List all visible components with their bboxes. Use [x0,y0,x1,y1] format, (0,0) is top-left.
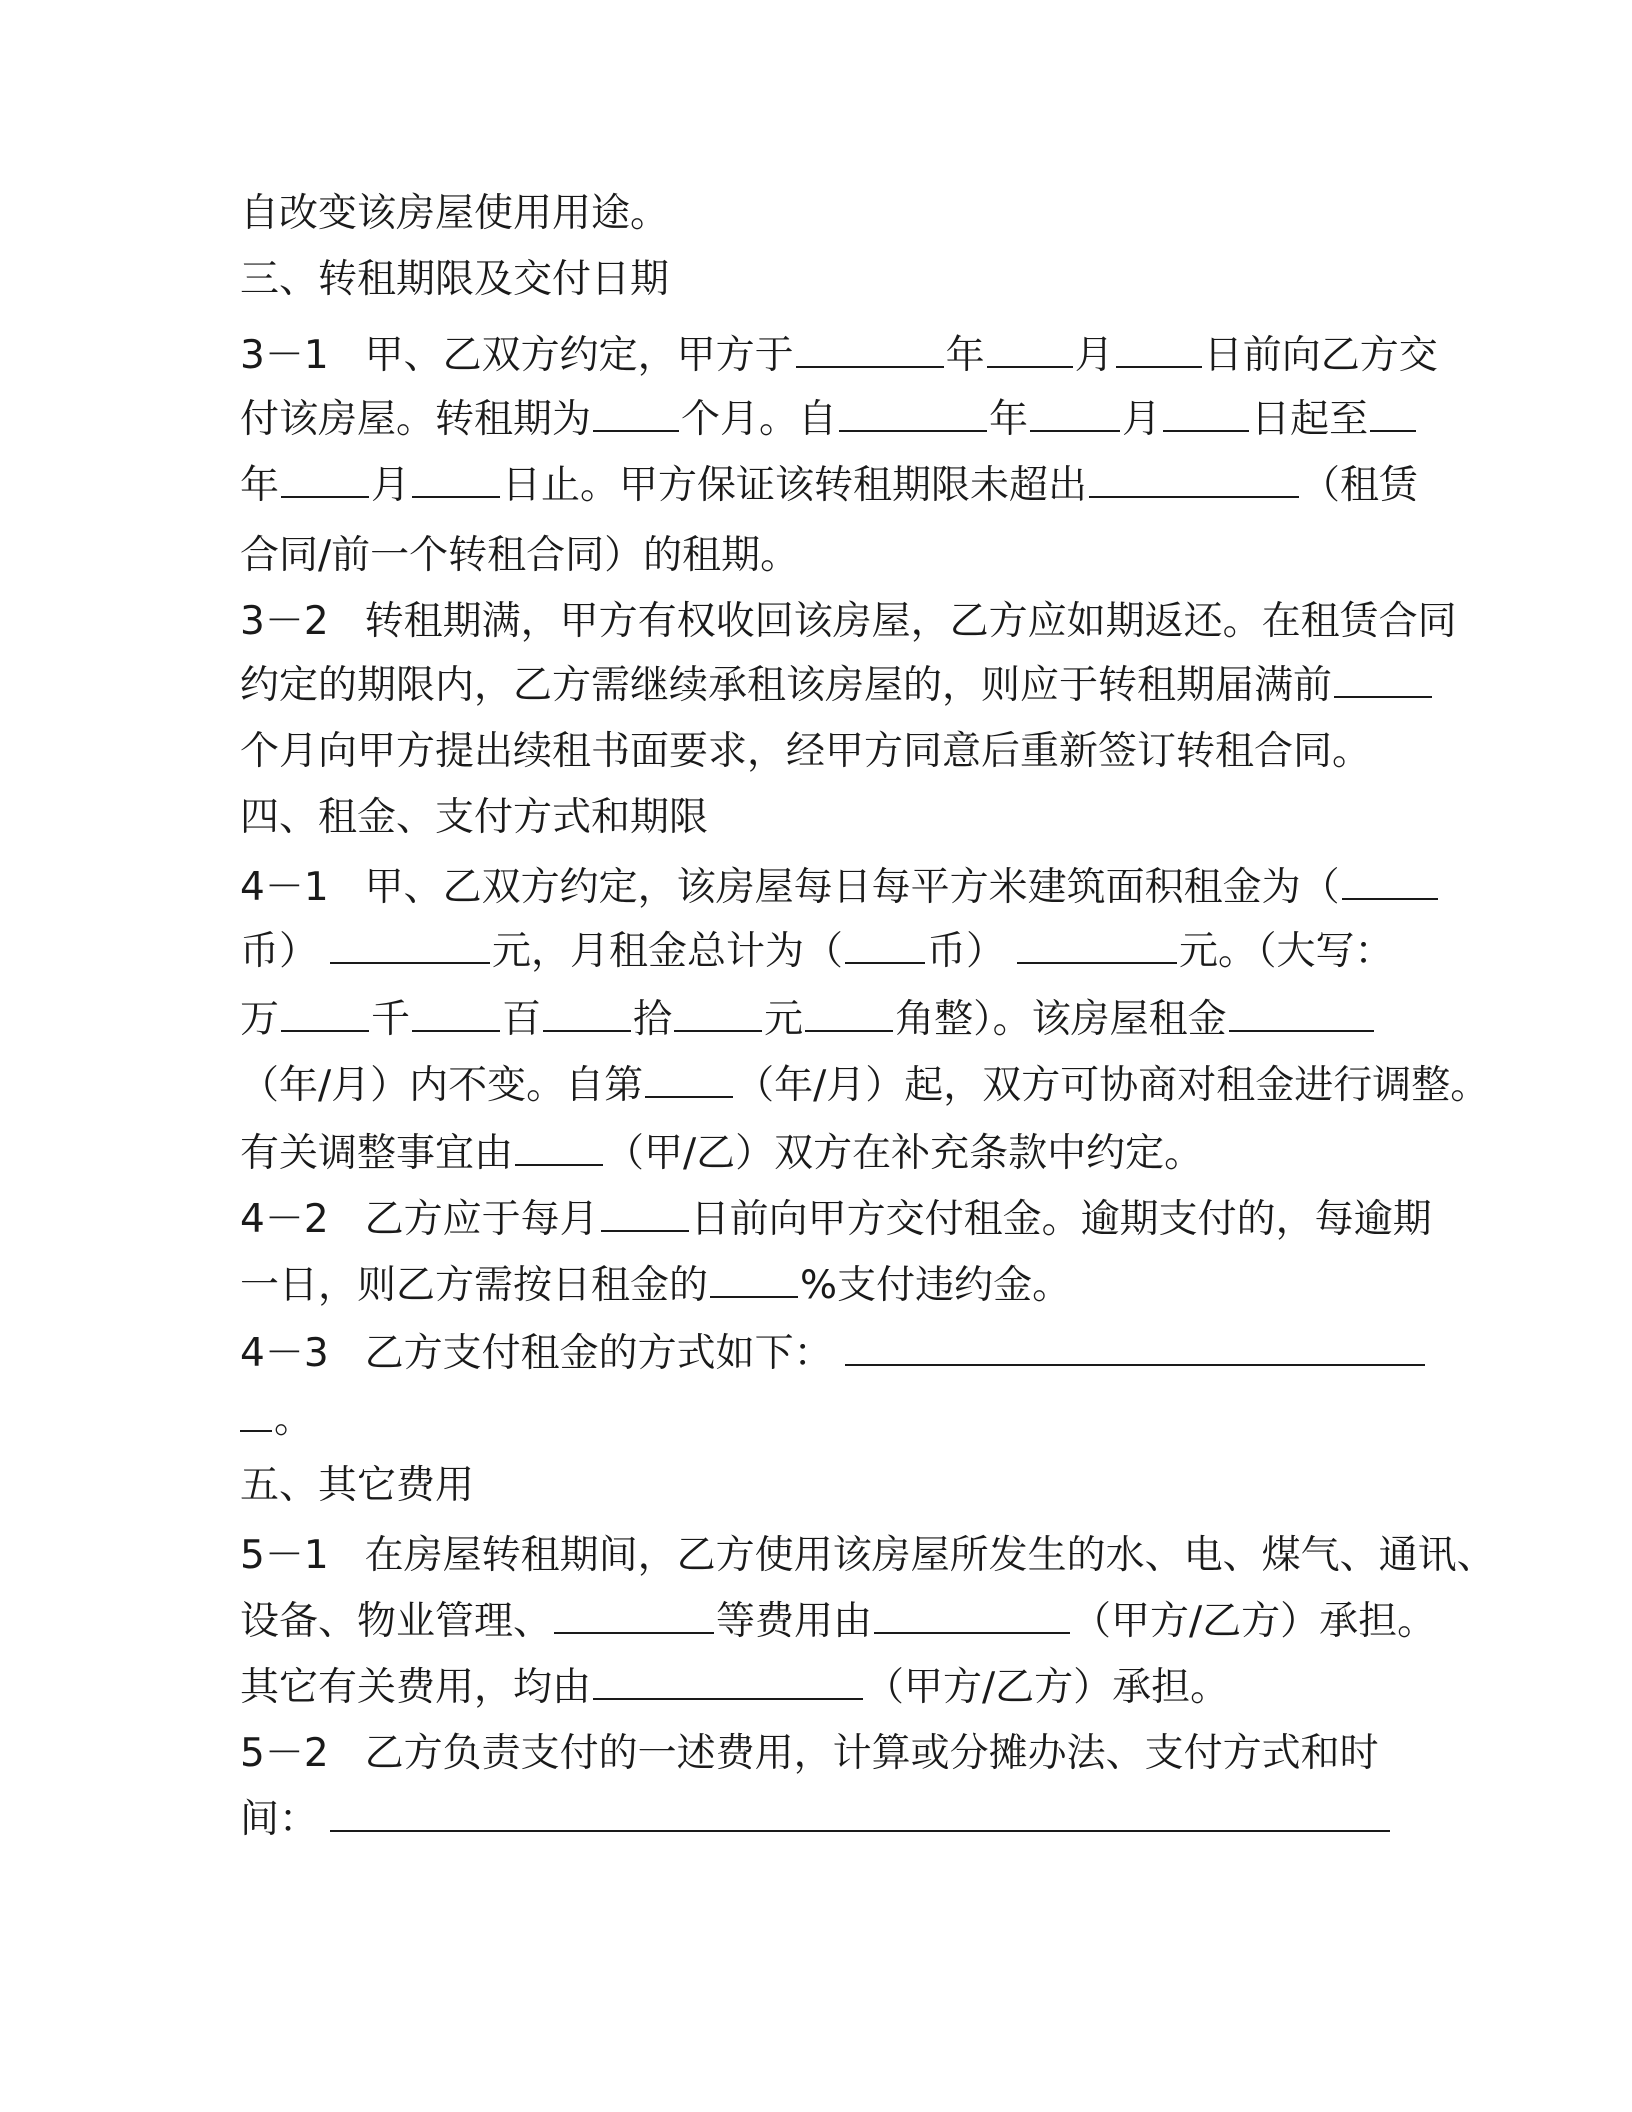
blank-line[interactable] [796,332,944,368]
blank-line[interactable] [543,996,631,1032]
text-segment: 月 [1074,333,1114,378]
text-segment: 千 [371,997,411,1042]
section-heading [240,254,1390,306]
clause-4-1 [240,862,1390,914]
clause-5-2 [240,1728,1390,1780]
clause-number: 4－1 [240,865,329,910]
text-segment: 百 [502,997,542,1042]
section-heading [240,1460,1390,1512]
clause-number: 3－2 [240,599,329,644]
clause-number: 4－3 [240,1331,329,1376]
text-segment: 元。（大写： [1179,929,1394,974]
blank-line[interactable] [554,1598,714,1634]
blank-line[interactable] [330,1796,1390,1832]
blank-line[interactable] [1229,996,1374,1032]
text-segment: 个月。自 [681,397,838,442]
clause-5-1 [240,1530,1496,1582]
text-segment: 日前向乙方交 [1203,333,1438,378]
text-segment: 角整）。该房屋租金 [895,997,1227,1042]
blank-line[interactable] [240,1396,272,1432]
blank-line[interactable] [412,462,500,498]
text-segment: 币） [240,929,319,974]
text-segment: （甲方/乙方）承担。 [865,1665,1230,1710]
text-segment: 日止。甲方保证该转租期限未超出 [502,463,1088,508]
text-segment: 乙方应于每月 [364,1197,599,1242]
blank-line[interactable] [674,996,762,1032]
blank-line[interactable] [1030,396,1120,432]
text-line [240,994,1390,1046]
text-segment: 合同/前一个转租合同）的租期。 [240,533,800,578]
text-line [240,1260,1390,1312]
text-segment: 一日，则乙方需按日租金的 [240,1263,709,1308]
text-segment: （甲方/乙方）承担。 [1072,1599,1437,1644]
text-segment: 万 [240,997,280,1042]
text-segment: 年 [945,333,985,378]
text-segment: 间： [240,1797,319,1842]
blank-line[interactable] [805,996,893,1032]
text-segment: 月 [371,463,411,508]
text-line [240,1128,1390,1180]
section-title: 三、转租期限及交付日期 [240,257,670,302]
section-heading [240,792,1390,844]
blank-line[interactable] [330,928,490,964]
text-segment: 日前向甲方交付租金。逾期支付的，每逾期 [690,1197,1432,1242]
text-segment: 个月向甲方提出续租书面要求，经甲方同意后重新签订转租合同。 [240,729,1372,774]
text-segment: 等费用由 [716,1599,873,1644]
blank-line[interactable] [645,1062,733,1098]
text-segment: 月 [1122,397,1162,442]
blank-line[interactable] [845,928,925,964]
clause-4-3 [240,1328,1390,1380]
text-line [240,1394,1390,1446]
text-segment: （租赁 [1301,463,1419,508]
text-segment: 甲、乙双方约定，该房屋每日每平方米建筑面积租金为（ [364,865,1340,910]
text-line [240,394,1390,446]
text-segment: 拾 [633,997,673,1042]
text-segment: 元 [764,997,804,1042]
blank-line[interactable] [1370,396,1416,432]
blank-line[interactable] [601,1196,689,1232]
text-segment: 有关调整事宜由 [240,1131,514,1176]
text-segment: （年/月）起，双方可协商对租金进行调整。 [735,1063,1490,1108]
text-line [240,460,1419,512]
blank-line[interactable] [1342,864,1438,900]
blank-line[interactable] [710,1262,798,1298]
text-segment: 其它有关费用，均由 [240,1665,592,1710]
blank-line[interactable] [1334,662,1432,698]
blank-line[interactable] [515,1130,603,1166]
blank-line[interactable] [593,1664,863,1700]
clause-4-2 [240,1194,1432,1246]
text-line [240,1060,1490,1112]
clause-number: 5－2 [240,1731,329,1776]
text-segment: 日起至 [1251,397,1369,442]
blank-line[interactable] [281,462,369,498]
section-title: 四、租金、支付方式和期限 [240,795,709,840]
text-segment: 甲、乙双方约定，甲方于 [364,333,794,378]
text-line [240,660,1390,712]
clause-number: 4－2 [240,1197,329,1242]
clause-number: 3－1 [240,333,329,378]
blank-line[interactable] [412,996,500,1032]
text-segment: 元，月租金总计为（ [492,929,844,974]
blank-line[interactable] [1116,332,1202,368]
text-segment: 设备、物业管理、 [240,1599,553,1644]
text-line [240,1596,1437,1648]
text-line [240,1794,1390,1846]
text-segment: 币） [927,929,1006,974]
blank-line[interactable] [1017,928,1177,964]
text-segment: 年 [989,397,1029,442]
blank-line[interactable] [1089,462,1299,498]
section-title: 五、其它费用 [240,1463,475,1508]
blank-line[interactable] [281,996,369,1032]
text-segment: 自改变该房屋使用用途。 [240,191,670,236]
blank-line[interactable] [839,396,987,432]
clause-3-1 [240,330,1438,382]
text-segment: 付该房屋。转租期为 [240,397,592,442]
text-line [240,188,1390,240]
text-segment: 年 [240,463,280,508]
blank-line[interactable] [593,396,679,432]
text-line [240,926,1394,978]
text-segment: %支付违约金。 [800,1263,1072,1308]
text-segment: 乙方支付租金的方式如下： [364,1331,833,1376]
clause-3-2 [240,596,1457,648]
clause-number: 5－1 [240,1533,329,1578]
text-segment: （甲/乙）双方在补充条款中约定。 [605,1131,1204,1176]
text-line [240,726,1390,778]
blank-line[interactable] [987,332,1073,368]
blank-line[interactable] [1163,396,1249,432]
text-segment: 约定的期限内，乙方需继续承租该房屋的，则应于转租期届满前 [240,663,1333,708]
text-segment: 乙方负责支付的一述费用，计算或分摊办法、支付方式和时 [364,1731,1379,1776]
blank-line[interactable] [874,1598,1070,1634]
text-segment: 。 [274,1397,314,1442]
text-segment: 转租期满，甲方有权收回该房屋，乙方应如期返还。在租赁合同 [364,599,1457,644]
text-segment: 在房屋转租期间，乙方使用该房屋所发生的水、电、煤气、通讯、 [364,1533,1496,1578]
text-line [240,1662,1390,1714]
text-line [240,530,1390,582]
text-segment: （年/月）内不变。自第 [240,1063,644,1108]
blank-line[interactable] [845,1330,1425,1366]
